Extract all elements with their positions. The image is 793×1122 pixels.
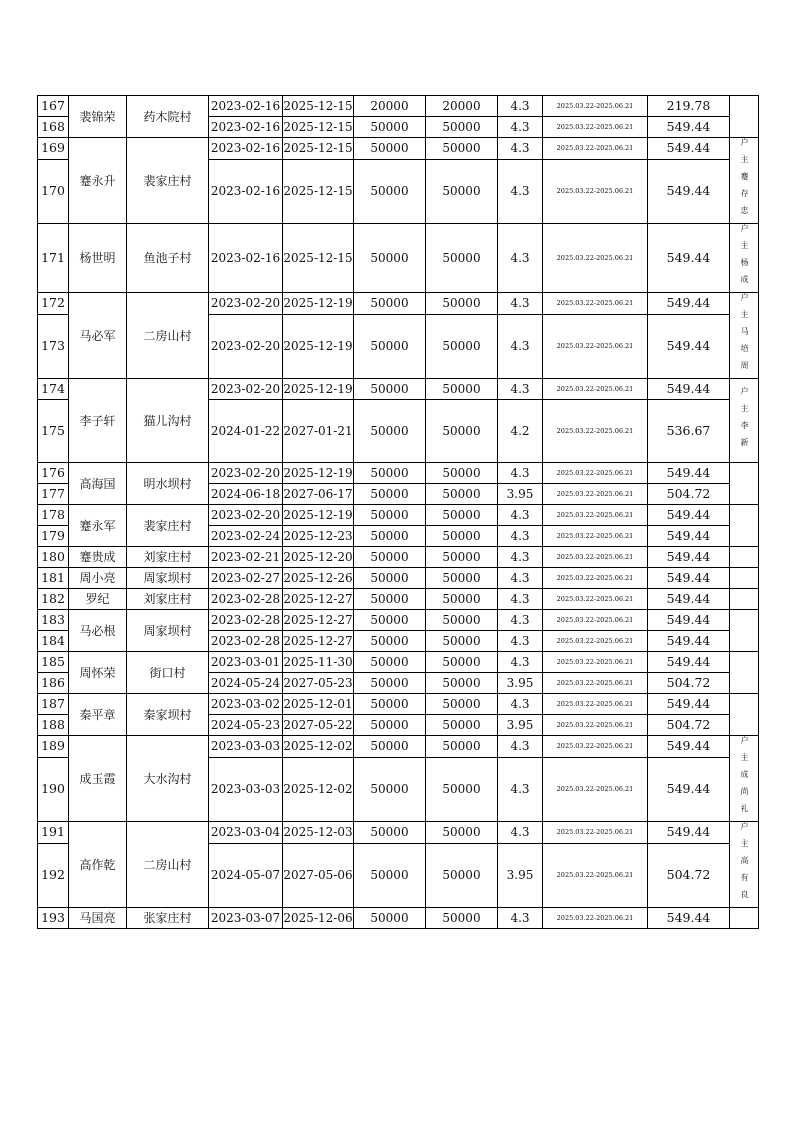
interest-amount-cell: 549.44 — [648, 224, 730, 293]
row-number: 167 — [38, 96, 69, 117]
loan-balance-cell: 50000 — [426, 159, 498, 224]
loan-balance-cell: 50000 — [426, 293, 498, 315]
interest-period-cell: 2025.03.22-2025.06.21 — [543, 547, 648, 568]
interest-period-cell: 2025.03.22-2025.06.21 — [543, 117, 648, 138]
loan-date-cell: 2023-02-20 — [209, 463, 283, 484]
loan-balance-cell: 20000 — [426, 96, 498, 117]
interest-amount-cell: 549.44 — [648, 505, 730, 526]
note-cell: 户主李新 — [730, 379, 759, 463]
table-row — [38, 138, 759, 160]
loan-date-cell: 2023-02-28 — [209, 610, 283, 631]
loan-date-cell: 2023-02-20 — [209, 505, 283, 526]
interest-amount-cell: 549.44 — [648, 138, 730, 160]
row-number: 175 — [38, 400, 69, 463]
due-date-cell: 2027-05-22 — [283, 715, 354, 736]
loan-balance-cell: 50000 — [426, 589, 498, 610]
interest-period-cell: 2025.03.22-2025.06.21 — [543, 631, 648, 652]
interest-period-cell: 2025.03.22-2025.06.21 — [543, 843, 648, 908]
interest-amount-cell: 549.44 — [648, 694, 730, 715]
loan-date-cell: 2023-02-24 — [209, 526, 283, 547]
table-row — [38, 736, 759, 758]
loan-date-cell: 2023-02-16 — [209, 159, 283, 224]
row-number: 190 — [38, 757, 69, 822]
interest-amount-cell: 549.44 — [648, 736, 730, 758]
note-cell — [730, 547, 759, 568]
loan-balance-cell: 50000 — [426, 822, 498, 844]
due-date-cell: 2025-12-19 — [283, 293, 354, 315]
due-date-cell: 2027-05-06 — [283, 843, 354, 908]
interest-amount-cell: 549.44 — [648, 293, 730, 315]
interest-period-cell: 2025.03.22-2025.06.21 — [543, 673, 648, 694]
note-cell — [730, 505, 759, 547]
loan-balance-cell: 50000 — [426, 610, 498, 631]
loan-amount-cell: 50000 — [354, 224, 426, 293]
loan-date-cell: 2024-06-18 — [209, 484, 283, 505]
borrower-name-cell: 成玉霞 — [69, 736, 127, 822]
loan-date-cell: 2023-03-02 — [209, 694, 283, 715]
interest-rate-cell: 4.3 — [498, 631, 543, 652]
note-cell: 户主杨成 — [730, 224, 759, 293]
interest-rate-cell: 4.3 — [498, 547, 543, 568]
loan-date-cell: 2023-02-20 — [209, 379, 283, 400]
interest-amount-cell: 549.44 — [648, 526, 730, 547]
interest-period-cell: 2025.03.22-2025.06.21 — [543, 908, 648, 929]
due-date-cell: 2025-12-15 — [283, 96, 354, 117]
interest-rate-cell: 4.3 — [498, 822, 543, 844]
interest-amount-cell: 549.44 — [648, 547, 730, 568]
interest-period-cell: 2025.03.22-2025.06.21 — [543, 822, 648, 844]
note-cell — [730, 463, 759, 505]
note-cell — [730, 96, 759, 138]
loan-balance-cell: 50000 — [426, 908, 498, 929]
borrower-name-cell: 李子轩 — [69, 379, 127, 463]
loan-balance-cell: 50000 — [426, 715, 498, 736]
note-cell — [730, 908, 759, 929]
row-number: 187 — [38, 694, 69, 715]
borrower-name-cell: 杨世明 — [69, 224, 127, 293]
loan-amount-cell: 50000 — [354, 610, 426, 631]
row-number: 169 — [38, 138, 69, 160]
due-date-cell: 2025-12-26 — [283, 568, 354, 589]
loan-amount-cell: 50000 — [354, 673, 426, 694]
due-date-cell: 2027-05-23 — [283, 673, 354, 694]
loan-balance-cell: 50000 — [426, 652, 498, 673]
loan-balance-cell: 50000 — [426, 379, 498, 400]
interest-period-cell: 2025.03.22-2025.06.21 — [543, 159, 648, 224]
due-date-cell: 2025-12-15 — [283, 224, 354, 293]
borrower-name-cell: 高作乾 — [69, 822, 127, 908]
table-row — [38, 463, 759, 484]
interest-rate-cell: 4.3 — [498, 293, 543, 315]
loan-date-cell: 2024-05-23 — [209, 715, 283, 736]
interest-amount-cell: 219.78 — [648, 96, 730, 117]
row-number: 168 — [38, 117, 69, 138]
interest-amount-cell: 549.44 — [648, 568, 730, 589]
village-cell: 街口村 — [127, 652, 209, 694]
row-number: 184 — [38, 631, 69, 652]
interest-rate-cell: 4.3 — [498, 652, 543, 673]
interest-period-cell: 2025.03.22-2025.06.21 — [543, 694, 648, 715]
note-cell: 户主高有良 — [730, 822, 759, 908]
loan-date-cell: 2023-02-20 — [209, 293, 283, 315]
row-number: 188 — [38, 715, 69, 736]
interest-rate-cell: 4.3 — [498, 908, 543, 929]
interest-rate-cell: 3.95 — [498, 484, 543, 505]
village-cell: 周家坝村 — [127, 568, 209, 589]
interest-period-cell: 2025.03.22-2025.06.21 — [543, 505, 648, 526]
interest-period-cell: 2025.03.22-2025.06.21 — [543, 568, 648, 589]
loan-date-cell: 2023-03-03 — [209, 736, 283, 758]
loan-date-cell: 2024-05-07 — [209, 843, 283, 908]
interest-amount-cell: 549.44 — [648, 589, 730, 610]
interest-amount-cell: 549.44 — [648, 822, 730, 844]
loan-amount-cell: 50000 — [354, 652, 426, 673]
interest-rate-cell: 4.3 — [498, 505, 543, 526]
due-date-cell: 2025-12-02 — [283, 736, 354, 758]
due-date-cell: 2025-12-15 — [283, 117, 354, 138]
row-number: 176 — [38, 463, 69, 484]
interest-rate-cell: 4.3 — [498, 463, 543, 484]
interest-amount-cell: 549.44 — [648, 757, 730, 822]
village-cell: 二房山村 — [127, 293, 209, 379]
village-cell: 刘家庄村 — [127, 589, 209, 610]
interest-amount-cell: 536.67 — [648, 400, 730, 463]
interest-period-cell: 2025.03.22-2025.06.21 — [543, 610, 648, 631]
interest-period-cell: 2025.03.22-2025.06.21 — [543, 484, 648, 505]
row-number: 178 — [38, 505, 69, 526]
due-date-cell: 2025-12-19 — [283, 314, 354, 379]
interest-rate-cell: 4.3 — [498, 138, 543, 160]
interest-period-cell: 2025.03.22-2025.06.21 — [543, 224, 648, 293]
interest-amount-cell: 504.72 — [648, 843, 730, 908]
borrower-name-cell: 蹇永军 — [69, 505, 127, 547]
loan-balance-cell: 50000 — [426, 526, 498, 547]
row-number: 182 — [38, 589, 69, 610]
borrower-name-cell: 蹇永升 — [69, 138, 127, 224]
interest-rate-cell: 4.3 — [498, 736, 543, 758]
interest-rate-cell: 3.95 — [498, 715, 543, 736]
interest-period-cell: 2025.03.22-2025.06.21 — [543, 400, 648, 463]
village-cell: 药木院村 — [127, 96, 209, 138]
borrower-name-cell: 马必军 — [69, 293, 127, 379]
note-cell — [730, 694, 759, 736]
row-number: 177 — [38, 484, 69, 505]
loan-amount-cell: 50000 — [354, 631, 426, 652]
loan-amount-cell: 50000 — [354, 505, 426, 526]
table-row — [38, 379, 759, 400]
row-number: 183 — [38, 610, 69, 631]
due-date-cell: 2025-12-01 — [283, 694, 354, 715]
interest-period-cell: 2025.03.22-2025.06.21 — [543, 138, 648, 160]
loan-date-cell: 2023-03-01 — [209, 652, 283, 673]
due-date-cell: 2025-12-23 — [283, 526, 354, 547]
village-cell: 张家庄村 — [127, 908, 209, 929]
loan-balance-cell: 50000 — [426, 757, 498, 822]
village-cell: 裴家庄村 — [127, 138, 209, 224]
village-cell: 刘家庄村 — [127, 547, 209, 568]
interest-amount-cell: 549.44 — [648, 117, 730, 138]
loan-balance-cell: 50000 — [426, 224, 498, 293]
note-cell — [730, 610, 759, 652]
village-cell: 明水坝村 — [127, 463, 209, 505]
loan-amount-cell: 50000 — [354, 822, 426, 844]
borrower-name-cell: 蹇贵成 — [69, 547, 127, 568]
loan-balance-cell: 50000 — [426, 568, 498, 589]
row-number: 186 — [38, 673, 69, 694]
note-cell — [730, 568, 759, 589]
loan-amount-cell: 20000 — [354, 96, 426, 117]
interest-amount-cell: 549.44 — [648, 908, 730, 929]
due-date-cell: 2025-11-30 — [283, 652, 354, 673]
row-number: 185 — [38, 652, 69, 673]
loan-amount-cell: 50000 — [354, 400, 426, 463]
loan-amount-cell: 50000 — [354, 843, 426, 908]
row-number: 173 — [38, 314, 69, 379]
village-cell: 秦家坝村 — [127, 694, 209, 736]
table-row — [38, 589, 759, 610]
loan-balance-cell: 50000 — [426, 673, 498, 694]
interest-period-cell: 2025.03.22-2025.06.21 — [543, 715, 648, 736]
loan-amount-cell: 50000 — [354, 117, 426, 138]
row-number: 193 — [38, 908, 69, 929]
row-number: 179 — [38, 526, 69, 547]
interest-rate-cell: 4.3 — [498, 117, 543, 138]
village-cell: 周家坝村 — [127, 610, 209, 652]
loan-date-cell: 2023-02-27 — [209, 568, 283, 589]
table-row — [38, 652, 759, 673]
interest-period-cell: 2025.03.22-2025.06.21 — [543, 589, 648, 610]
table-row — [38, 568, 759, 589]
borrower-name-cell: 罗纪 — [69, 589, 127, 610]
interest-amount-cell: 549.44 — [648, 463, 730, 484]
row-number: 171 — [38, 224, 69, 293]
interest-amount-cell: 549.44 — [648, 159, 730, 224]
loan-amount-cell: 50000 — [354, 715, 426, 736]
interest-rate-cell: 4.3 — [498, 159, 543, 224]
loan-amount-cell: 50000 — [354, 757, 426, 822]
loan-balance-cell: 50000 — [426, 484, 498, 505]
interest-amount-cell: 549.44 — [648, 379, 730, 400]
interest-rate-cell: 3.95 — [498, 673, 543, 694]
loan-balance-cell: 50000 — [426, 694, 498, 715]
due-date-cell: 2025-12-20 — [283, 547, 354, 568]
loan-date-cell: 2024-01-22 — [209, 400, 283, 463]
village-cell: 二房山村 — [127, 822, 209, 908]
interest-period-cell: 2025.03.22-2025.06.21 — [543, 379, 648, 400]
interest-amount-cell: 549.44 — [648, 314, 730, 379]
interest-amount-cell: 549.44 — [648, 652, 730, 673]
interest-rate-cell: 4.3 — [498, 224, 543, 293]
loan-amount-cell: 50000 — [354, 736, 426, 758]
loan-date-cell: 2023-03-07 — [209, 908, 283, 929]
interest-period-cell: 2025.03.22-2025.06.21 — [543, 652, 648, 673]
borrower-name-cell: 马必根 — [69, 610, 127, 652]
due-date-cell: 2025-12-06 — [283, 908, 354, 929]
due-date-cell: 2025-12-15 — [283, 159, 354, 224]
loan-amount-cell: 50000 — [354, 293, 426, 315]
interest-amount-cell: 504.72 — [648, 484, 730, 505]
interest-period-cell: 2025.03.22-2025.06.21 — [543, 314, 648, 379]
loan-date-cell: 2023-03-04 — [209, 822, 283, 844]
loan-amount-cell: 50000 — [354, 694, 426, 715]
due-date-cell: 2025-12-15 — [283, 138, 354, 160]
due-date-cell: 2025-12-27 — [283, 610, 354, 631]
due-date-cell: 2025-12-03 — [283, 822, 354, 844]
due-date-cell: 2025-12-27 — [283, 631, 354, 652]
loan-balance-cell: 50000 — [426, 505, 498, 526]
village-cell: 大水沟村 — [127, 736, 209, 822]
table-row — [38, 505, 759, 526]
borrower-name-cell: 马国亮 — [69, 908, 127, 929]
note-cell — [730, 589, 759, 610]
loan-date-cell: 2023-02-16 — [209, 96, 283, 117]
loan-balance-cell: 50000 — [426, 314, 498, 379]
interest-period-cell: 2025.03.22-2025.06.21 — [543, 526, 648, 547]
note-cell: 户主成尚礼 — [730, 736, 759, 822]
interest-period-cell: 2025.03.22-2025.06.21 — [543, 463, 648, 484]
loan-amount-cell: 50000 — [354, 547, 426, 568]
loan-date-cell: 2023-02-16 — [209, 138, 283, 160]
interest-rate-cell: 4.3 — [498, 314, 543, 379]
interest-amount-cell: 504.72 — [648, 673, 730, 694]
loan-date-cell: 2023-02-28 — [209, 589, 283, 610]
borrower-name-cell: 周怀荣 — [69, 652, 127, 694]
interest-period-cell: 2025.03.22-2025.06.21 — [543, 757, 648, 822]
interest-period-cell: 2025.03.22-2025.06.21 — [543, 293, 648, 315]
loan-balance-cell: 50000 — [426, 631, 498, 652]
table-row — [38, 224, 759, 293]
interest-rate-cell: 4.2 — [498, 400, 543, 463]
interest-rate-cell: 4.3 — [498, 610, 543, 631]
due-date-cell: 2025-12-19 — [283, 505, 354, 526]
due-date-cell: 2027-06-17 — [283, 484, 354, 505]
loan-date-cell: 2023-03-03 — [209, 757, 283, 822]
note-cell: 户主马培周 — [730, 293, 759, 379]
interest-rate-cell: 4.3 — [498, 568, 543, 589]
loan-interest-table — [37, 95, 759, 929]
row-number: 181 — [38, 568, 69, 589]
loan-amount-cell: 50000 — [354, 589, 426, 610]
table-row — [38, 822, 759, 844]
table-row — [38, 547, 759, 568]
row-number: 191 — [38, 822, 69, 844]
loan-date-cell: 2023-02-16 — [209, 117, 283, 138]
loan-amount-cell: 50000 — [354, 314, 426, 379]
loan-amount-cell: 50000 — [354, 568, 426, 589]
loan-date-cell: 2024-05-24 — [209, 673, 283, 694]
loan-balance-cell: 50000 — [426, 400, 498, 463]
interest-rate-cell: 4.3 — [498, 694, 543, 715]
loan-amount-cell: 50000 — [354, 484, 426, 505]
row-number: 172 — [38, 293, 69, 315]
village-cell: 猫儿沟村 — [127, 379, 209, 463]
loan-amount-cell: 50000 — [354, 138, 426, 160]
village-cell: 裴家庄村 — [127, 505, 209, 547]
loan-balance-cell: 50000 — [426, 547, 498, 568]
loan-amount-cell: 50000 — [354, 159, 426, 224]
borrower-name-cell: 秦平章 — [69, 694, 127, 736]
loan-amount-cell: 50000 — [354, 526, 426, 547]
interest-rate-cell: 4.3 — [498, 526, 543, 547]
interest-amount-cell: 549.44 — [648, 610, 730, 631]
loan-date-cell: 2023-02-16 — [209, 224, 283, 293]
interest-amount-cell: 504.72 — [648, 715, 730, 736]
table-row — [38, 610, 759, 631]
due-date-cell: 2025-12-19 — [283, 463, 354, 484]
loan-amount-cell: 50000 — [354, 463, 426, 484]
table-row — [38, 293, 759, 315]
due-date-cell: 2025-12-27 — [283, 589, 354, 610]
loan-amount-cell: 50000 — [354, 379, 426, 400]
loan-balance-cell: 50000 — [426, 117, 498, 138]
loan-date-cell: 2023-02-28 — [209, 631, 283, 652]
table-row — [38, 694, 759, 715]
village-cell: 鱼池子村 — [127, 224, 209, 293]
borrower-name-cell: 周小亮 — [69, 568, 127, 589]
interest-rate-cell: 4.3 — [498, 379, 543, 400]
due-date-cell: 2025-12-02 — [283, 757, 354, 822]
table-row — [38, 908, 759, 929]
loan-balance-cell: 50000 — [426, 138, 498, 160]
row-number: 192 — [38, 843, 69, 908]
note-cell: 户主蹇存忠 — [730, 138, 759, 224]
loan-date-cell: 2023-02-21 — [209, 547, 283, 568]
interest-rate-cell: 4.3 — [498, 589, 543, 610]
row-number: 174 — [38, 379, 69, 400]
interest-rate-cell: 4.3 — [498, 757, 543, 822]
interest-rate-cell: 3.95 — [498, 843, 543, 908]
interest-period-cell: 2025.03.22-2025.06.21 — [543, 96, 648, 117]
interest-rate-cell: 4.3 — [498, 96, 543, 117]
due-date-cell: 2025-12-19 — [283, 379, 354, 400]
row-number: 170 — [38, 159, 69, 224]
borrower-name-cell: 高海国 — [69, 463, 127, 505]
loan-balance-cell: 50000 — [426, 736, 498, 758]
interest-period-cell: 2025.03.22-2025.06.21 — [543, 736, 648, 758]
note-cell — [730, 652, 759, 694]
loan-balance-cell: 50000 — [426, 843, 498, 908]
interest-amount-cell: 549.44 — [648, 631, 730, 652]
row-number: 189 — [38, 736, 69, 758]
due-date-cell: 2027-01-21 — [283, 400, 354, 463]
row-number: 180 — [38, 547, 69, 568]
table-row — [38, 96, 759, 117]
loan-balance-cell: 50000 — [426, 463, 498, 484]
borrower-name-cell: 裴锦荣 — [69, 96, 127, 138]
loan-date-cell: 2023-02-20 — [209, 314, 283, 379]
loan-amount-cell: 50000 — [354, 908, 426, 929]
